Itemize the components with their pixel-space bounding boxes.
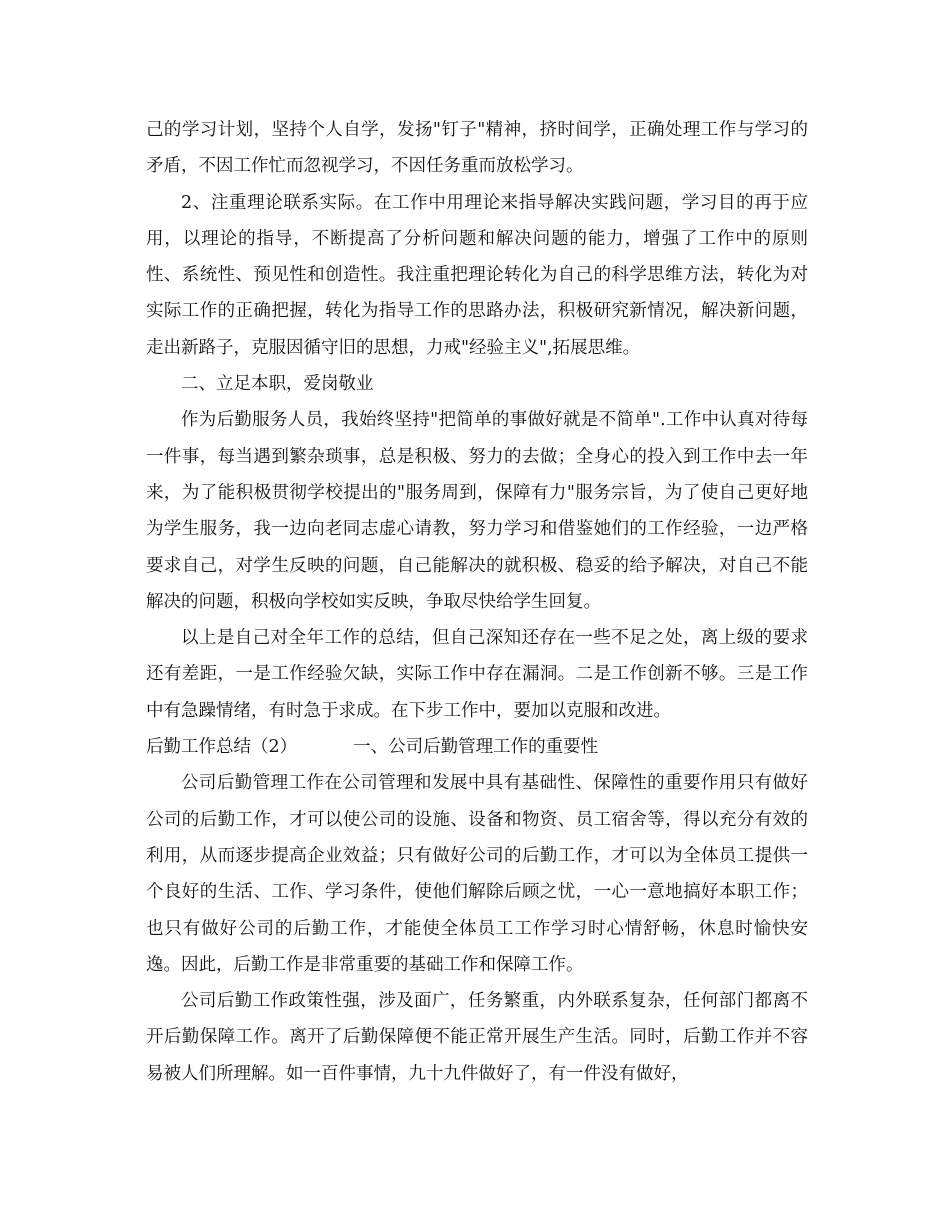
summary-title-line <box>146 729 808 765</box>
paragraph-importance: 公司后勤管理工作在公司管理和发展中具有基础性、保障性的重要作用只有做好公司的后勤工作，才可以使公司的设施、设备和物资、员工宿舍等，得以充分有效的利用，从而逐步提高企业效益；只有做好公司的后勤工作，才可以为全体员工提供一个良好的生活、工作、学习条件，使他们解除后顾之忧，一心一意地搞好本职工作；也只有做好公司的后勤工作，才能使全体员工工作学习时心情舒畅，休息时愉快安逸。因此，后勤工作是非常重要的基础工作和保障工作。 <box>146 773 808 975</box>
summary-title: 后勤工作总结（2） <box>146 737 298 758</box>
paragraph-theory-practice: 2、注重理论联系实际。在工作中用理论来指导解决实践问题，学习目的再于应用，以理论的指导，不断提高了分析问题和解决问题的能力，增强了工作中的原则性、系统性、预见性和创造性。我注重把理论转化为自己的科学思维方法，转化为对实际工作的正确把握，转化为指导工作的思路办法，积极研究新情况，解决新问题，走出新路子，克服因循守旧的思想，力戒"经验主义",拓展思维。 <box>146 192 808 358</box>
section-heading-importance: 一、公司后勤管理工作的重要性 <box>353 737 599 758</box>
paragraph-study-plan: 己的学习计划，坚持个人自学，发扬"钉子"精神，挤时间学，正确处理工作与学习的矛盾，不因工作忙而忽视学习，不因任务重而放松学习。 <box>146 120 808 177</box>
section-heading-dedication: 二、立足本职，爱岗敬业 <box>181 374 374 395</box>
document-body <box>146 112 808 1092</box>
paragraph-shortcomings: 以上是自己对全年工作的总结，但自己深知还存在一些不足之处，离上级的要求还有差距，一是工作经验欠缺，实际工作中存在漏洞。二是工作创新不够。三是工作中有急躁情绪，有时急于求成。在下步工作中，要加以克服和改进。 <box>146 628 808 721</box>
paragraph-policy: 公司后勤工作政策性强，涉及面广，任务繁重，内外联系复杂，任何部门都离不开后勤保障工作。离开了后勤保障便不能正常开展生产生活。同时，后勤工作并不容易被人们所理解。如一百件事情，九十九件做好了，有一件没有做好， <box>146 991 808 1084</box>
paragraph-logistics-service: 作为后勤服务人员，我始终坚持"把简单的事做好就是不简单".工作中认真对待每一件事，每当遇到繁杂琐事，总是积极、努力的去做；全身心的投入到工作中去一年来，为了能积极贯彻学校提出的"服务周到，保障有力"服务宗旨，为了使自己更好地为学生服务，我一边向老同志虚心请教，努力学习和借鉴她们的工作经验，一边严格要求自己，对学生反映的问题，自己能解决的就积极、稳妥的给予解决，对自己不能解决的问题，积极向学校如实反映，争取尽快给学生回复。 <box>146 410 808 612</box>
